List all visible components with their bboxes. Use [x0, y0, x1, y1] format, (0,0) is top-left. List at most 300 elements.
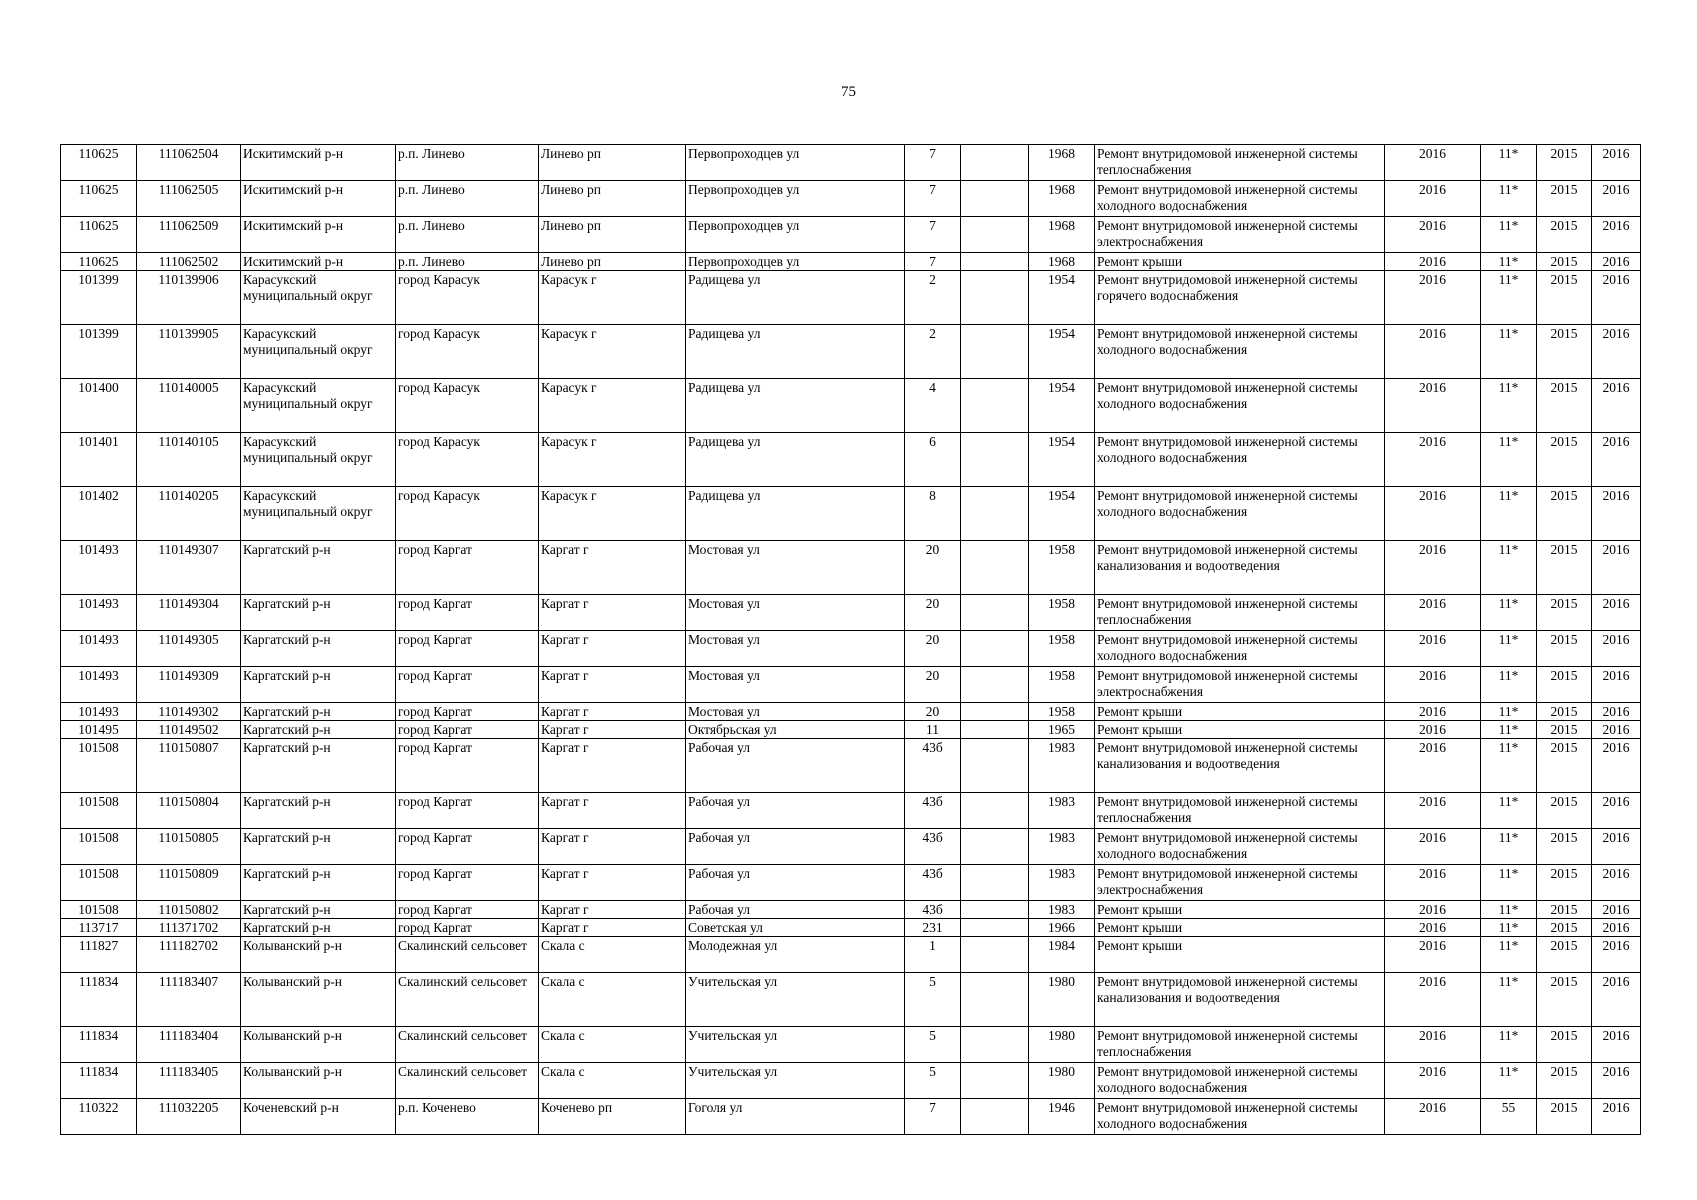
- cell-district: Карасукский муниципальный округ: [241, 433, 396, 487]
- cell-house-id: 101508: [61, 739, 137, 793]
- table-row: [61, 145, 1641, 181]
- cell-district: Колыванский р-н: [241, 1063, 396, 1099]
- cell-house-number: 1: [905, 937, 961, 973]
- cell-period-end: 2016: [1592, 901, 1641, 919]
- cell-street: Радищева ул: [686, 325, 905, 379]
- table-row: [61, 1099, 1641, 1135]
- cell-municipality: город Каргат: [396, 703, 539, 721]
- cell-house-number: 7: [905, 181, 961, 217]
- cell-municipality: р.п. Коченево: [396, 1099, 539, 1135]
- table-row: [61, 271, 1641, 325]
- cell-district: Каргатский р-н: [241, 919, 396, 937]
- cell-year-built: 1968: [1029, 253, 1095, 271]
- cell-period-end: 2016: [1592, 1027, 1641, 1063]
- cell-work-id: 110139906: [137, 271, 241, 325]
- cell-house-id: 111827: [61, 937, 137, 973]
- cell-period-start: 2015: [1537, 901, 1592, 919]
- cell-year-built: 1954: [1029, 325, 1095, 379]
- cell-district: Искитимский р-н: [241, 145, 396, 181]
- cell-planned-year: 2016: [1385, 973, 1481, 1027]
- cell-house-number: 43б: [905, 901, 961, 919]
- cell-period-start: 2015: [1537, 1063, 1592, 1099]
- cell-planned-year: 2016: [1385, 433, 1481, 487]
- cell-work-type: Ремонт внутридомовой инженерной системы электроснабжения: [1095, 667, 1385, 703]
- cell-building: [961, 595, 1029, 631]
- cell-period-end: 2016: [1592, 739, 1641, 793]
- cell-work-type: Ремонт крыши: [1095, 901, 1385, 919]
- cell-code: 11*: [1481, 325, 1537, 379]
- cell-house-id: 101508: [61, 865, 137, 901]
- cell-building: [961, 1027, 1029, 1063]
- cell-period-end: 2016: [1592, 937, 1641, 973]
- cell-period-end: 2016: [1592, 973, 1641, 1027]
- cell-year-built: 1983: [1029, 829, 1095, 865]
- cell-code: 11*: [1481, 217, 1537, 253]
- cell-settlement: Каргат г: [539, 667, 686, 703]
- cell-planned-year: 2016: [1385, 1027, 1481, 1063]
- cell-planned-year: 2016: [1385, 217, 1481, 253]
- cell-period-start: 2015: [1537, 1027, 1592, 1063]
- cell-settlement: Каргат г: [539, 721, 686, 739]
- cell-street: Радищева ул: [686, 433, 905, 487]
- cell-building: [961, 901, 1029, 919]
- cell-district: Колыванский р-н: [241, 973, 396, 1027]
- cell-street: Советская ул: [686, 919, 905, 937]
- cell-building: [961, 721, 1029, 739]
- table-row: [61, 667, 1641, 703]
- cell-year-built: 1968: [1029, 217, 1095, 253]
- cell-period-end: 2016: [1592, 145, 1641, 181]
- cell-house-number: 11: [905, 721, 961, 739]
- cell-work-type: Ремонт крыши: [1095, 703, 1385, 721]
- cell-street: Учительская ул: [686, 1027, 905, 1063]
- cell-settlement: Скала с: [539, 973, 686, 1027]
- cell-street: Мостовая ул: [686, 541, 905, 595]
- cell-code: 55: [1481, 1099, 1537, 1135]
- cell-building: [961, 865, 1029, 901]
- cell-house-id: 110625: [61, 253, 137, 271]
- cell-building: [961, 829, 1029, 865]
- cell-code: 11*: [1481, 739, 1537, 793]
- cell-municipality: город Каргат: [396, 595, 539, 631]
- cell-work-id: 110149302: [137, 703, 241, 721]
- cell-planned-year: 2016: [1385, 829, 1481, 865]
- cell-municipality: город Каргат: [396, 793, 539, 829]
- cell-house-id: 111834: [61, 1027, 137, 1063]
- cell-code: 11*: [1481, 379, 1537, 433]
- cell-house-id: 101402: [61, 487, 137, 541]
- cell-period-start: 2015: [1537, 1099, 1592, 1135]
- cell-house-id: 110322: [61, 1099, 137, 1135]
- cell-code: 11*: [1481, 433, 1537, 487]
- cell-code: 11*: [1481, 1027, 1537, 1063]
- cell-period-end: 2016: [1592, 541, 1641, 595]
- cell-year-built: 1983: [1029, 739, 1095, 793]
- cell-house-number: 20: [905, 595, 961, 631]
- cell-municipality: р.п. Линево: [396, 253, 539, 271]
- cell-work-id: 111183405: [137, 1063, 241, 1099]
- cell-work-type: Ремонт внутридомовой инженерной системы холодного водоснабжения: [1095, 433, 1385, 487]
- cell-district: Искитимский р-н: [241, 217, 396, 253]
- cell-settlement: Каргат г: [539, 793, 686, 829]
- cell-house-id: 110625: [61, 145, 137, 181]
- cell-year-built: 1968: [1029, 145, 1095, 181]
- cell-period-start: 2015: [1537, 721, 1592, 739]
- cell-house-id: 101493: [61, 541, 137, 595]
- cell-street: Молодежная ул: [686, 937, 905, 973]
- table-row: [61, 829, 1641, 865]
- table-row: [61, 217, 1641, 253]
- cell-house-number: 231: [905, 919, 961, 937]
- cell-work-id: 110150805: [137, 829, 241, 865]
- cell-house-id: 101493: [61, 667, 137, 703]
- cell-planned-year: 2016: [1385, 181, 1481, 217]
- cell-planned-year: 2016: [1385, 145, 1481, 181]
- cell-settlement: Каргат г: [539, 919, 686, 937]
- cell-year-built: 1946: [1029, 1099, 1095, 1135]
- cell-work-id: 111062505: [137, 181, 241, 217]
- cell-work-id: 110149502: [137, 721, 241, 739]
- cell-planned-year: 2016: [1385, 253, 1481, 271]
- cell-settlement: Карасук г: [539, 325, 686, 379]
- cell-settlement: Карасук г: [539, 271, 686, 325]
- cell-district: Карасукский муниципальный округ: [241, 325, 396, 379]
- cell-period-end: 2016: [1592, 253, 1641, 271]
- cell-code: 11*: [1481, 829, 1537, 865]
- cell-street: Учительская ул: [686, 973, 905, 1027]
- cell-year-built: 1980: [1029, 1063, 1095, 1099]
- cell-house-number: 20: [905, 703, 961, 721]
- cell-work-type: Ремонт внутридомовой инженерной системы холодного водоснабжения: [1095, 181, 1385, 217]
- cell-district: Каргатский р-н: [241, 703, 396, 721]
- cell-work-type: Ремонт внутридомовой инженерной системы теплоснабжения: [1095, 595, 1385, 631]
- cell-street: Мостовая ул: [686, 631, 905, 667]
- cell-work-id: 111183407: [137, 973, 241, 1027]
- cell-planned-year: 2016: [1385, 721, 1481, 739]
- cell-work-type: Ремонт внутридомовой инженерной системы горячего водоснабжения: [1095, 271, 1385, 325]
- cell-building: [961, 919, 1029, 937]
- cell-code: 11*: [1481, 901, 1537, 919]
- cell-work-type: Ремонт внутридомовой инженерной системы теплоснабжения: [1095, 1027, 1385, 1063]
- cell-house-number: 4: [905, 379, 961, 433]
- cell-work-id: 110140205: [137, 487, 241, 541]
- cell-district: Каргатский р-н: [241, 721, 396, 739]
- cell-building: [961, 487, 1029, 541]
- cell-planned-year: 2016: [1385, 865, 1481, 901]
- cell-work-type: Ремонт крыши: [1095, 253, 1385, 271]
- cell-municipality: город Каргат: [396, 739, 539, 793]
- cell-house-id: 110625: [61, 181, 137, 217]
- table-row: [61, 379, 1641, 433]
- cell-work-id: 110150807: [137, 739, 241, 793]
- cell-house-number: 43б: [905, 829, 961, 865]
- cell-planned-year: 2016: [1385, 739, 1481, 793]
- cell-year-built: 1965: [1029, 721, 1095, 739]
- cell-code: 11*: [1481, 703, 1537, 721]
- cell-house-number: 5: [905, 1063, 961, 1099]
- cell-house-number: 8: [905, 487, 961, 541]
- cell-period-start: 2015: [1537, 253, 1592, 271]
- cell-municipality: город Карасук: [396, 325, 539, 379]
- cell-district: Каргатский р-н: [241, 667, 396, 703]
- cell-planned-year: 2016: [1385, 271, 1481, 325]
- cell-code: 11*: [1481, 181, 1537, 217]
- cell-planned-year: 2016: [1385, 1063, 1481, 1099]
- cell-period-start: 2015: [1537, 703, 1592, 721]
- cell-work-id: 111032205: [137, 1099, 241, 1135]
- cell-house-number: 5: [905, 1027, 961, 1063]
- cell-period-start: 2015: [1537, 595, 1592, 631]
- cell-house-id: 101493: [61, 595, 137, 631]
- cell-house-id: 101508: [61, 901, 137, 919]
- cell-building: [961, 271, 1029, 325]
- cell-settlement: Карасук г: [539, 433, 686, 487]
- cell-house-number: 7: [905, 145, 961, 181]
- cell-municipality: р.п. Линево: [396, 181, 539, 217]
- cell-period-end: 2016: [1592, 217, 1641, 253]
- cell-work-type: Ремонт внутридомовой инженерной системы холодного водоснабжения: [1095, 379, 1385, 433]
- cell-work-type: Ремонт внутридомовой инженерной системы холодного водоснабжения: [1095, 487, 1385, 541]
- cell-period-end: 2016: [1592, 325, 1641, 379]
- cell-building: [961, 541, 1029, 595]
- cell-work-type: Ремонт крыши: [1095, 919, 1385, 937]
- cell-period-start: 2015: [1537, 865, 1592, 901]
- cell-planned-year: 2016: [1385, 487, 1481, 541]
- cell-street: Первопроходцев ул: [686, 145, 905, 181]
- cell-period-start: 2015: [1537, 271, 1592, 325]
- cell-building: [961, 1099, 1029, 1135]
- table-row: [61, 631, 1641, 667]
- cell-planned-year: 2016: [1385, 901, 1481, 919]
- cell-building: [961, 433, 1029, 487]
- cell-municipality: город Карасук: [396, 271, 539, 325]
- cell-planned-year: 2016: [1385, 325, 1481, 379]
- cell-house-id: 101399: [61, 325, 137, 379]
- table-row: [61, 181, 1641, 217]
- cell-district: Каргатский р-н: [241, 739, 396, 793]
- cell-work-type: Ремонт внутридомовой инженерной системы холодного водоснабжения: [1095, 325, 1385, 379]
- cell-code: 11*: [1481, 253, 1537, 271]
- cell-house-number: 5: [905, 973, 961, 1027]
- cell-work-id: 111183404: [137, 1027, 241, 1063]
- cell-municipality: город Каргат: [396, 721, 539, 739]
- cell-building: [961, 631, 1029, 667]
- cell-code: 11*: [1481, 973, 1537, 1027]
- cell-street: Мостовая ул: [686, 595, 905, 631]
- cell-district: Колыванский р-н: [241, 1027, 396, 1063]
- cell-house-number: 7: [905, 253, 961, 271]
- table-row: [61, 793, 1641, 829]
- cell-settlement: Коченево рп: [539, 1099, 686, 1135]
- cell-district: Карасукский муниципальный округ: [241, 379, 396, 433]
- cell-municipality: город Каргат: [396, 667, 539, 703]
- cell-period-end: 2016: [1592, 1099, 1641, 1135]
- cell-code: 11*: [1481, 919, 1537, 937]
- cell-planned-year: 2016: [1385, 1099, 1481, 1135]
- cell-year-built: 1958: [1029, 631, 1095, 667]
- cell-district: Колыванский р-н: [241, 937, 396, 973]
- cell-period-start: 2015: [1537, 631, 1592, 667]
- cell-work-type: Ремонт внутридомовой инженерной системы холодного водоснабжения: [1095, 1063, 1385, 1099]
- cell-code: 11*: [1481, 667, 1537, 703]
- cell-street: Рабочая ул: [686, 901, 905, 919]
- cell-district: Коченевский р-н: [241, 1099, 396, 1135]
- cell-settlement: Карасук г: [539, 487, 686, 541]
- cell-house-id: 101400: [61, 379, 137, 433]
- table-row: [61, 721, 1641, 739]
- cell-settlement: Линево рп: [539, 145, 686, 181]
- cell-work-id: 110150804: [137, 793, 241, 829]
- cell-period-end: 2016: [1592, 595, 1641, 631]
- cell-period-end: 2016: [1592, 865, 1641, 901]
- cell-settlement: Скала с: [539, 937, 686, 973]
- table-row: [61, 541, 1641, 595]
- cell-district: Каргатский р-н: [241, 829, 396, 865]
- cell-house-id: 101493: [61, 703, 137, 721]
- cell-building: [961, 793, 1029, 829]
- cell-work-type: Ремонт внутридомовой инженерной системы холодного водоснабжения: [1095, 1099, 1385, 1135]
- cell-period-end: 2016: [1592, 181, 1641, 217]
- cell-work-type: Ремонт внутридомовой инженерной системы теплоснабжения: [1095, 793, 1385, 829]
- cell-year-built: 1968: [1029, 181, 1095, 217]
- table-row: [61, 487, 1641, 541]
- cell-settlement: Каргат г: [539, 631, 686, 667]
- cell-year-built: 1954: [1029, 487, 1095, 541]
- cell-planned-year: 2016: [1385, 937, 1481, 973]
- cell-street: Первопроходцев ул: [686, 217, 905, 253]
- cell-municipality: город Карасук: [396, 487, 539, 541]
- cell-period-end: 2016: [1592, 667, 1641, 703]
- cell-district: Каргатский р-н: [241, 595, 396, 631]
- cell-work-id: 110149307: [137, 541, 241, 595]
- cell-settlement: Карасук г: [539, 379, 686, 433]
- cell-period-start: 2015: [1537, 217, 1592, 253]
- cell-house-number: 7: [905, 1099, 961, 1135]
- cell-code: 11*: [1481, 1063, 1537, 1099]
- cell-planned-year: 2016: [1385, 793, 1481, 829]
- cell-house-id: 101508: [61, 829, 137, 865]
- cell-work-type: Ремонт внутридомовой инженерной системы холодного водоснабжения: [1095, 631, 1385, 667]
- cell-municipality: город Каргат: [396, 829, 539, 865]
- cell-house-id: 101399: [61, 271, 137, 325]
- cell-settlement: Линево рп: [539, 253, 686, 271]
- cell-house-number: 20: [905, 541, 961, 595]
- cell-municipality: Скалинский сельсовет: [396, 1063, 539, 1099]
- cell-house-number: 43б: [905, 793, 961, 829]
- cell-street: Радищева ул: [686, 379, 905, 433]
- cell-municipality: Скалинский сельсовет: [396, 1027, 539, 1063]
- cell-period-end: 2016: [1592, 271, 1641, 325]
- cell-settlement: Скала с: [539, 1063, 686, 1099]
- cell-district: Карасукский муниципальный округ: [241, 487, 396, 541]
- cell-work-id: 110149305: [137, 631, 241, 667]
- cell-district: Каргатский р-н: [241, 901, 396, 919]
- cell-work-type: Ремонт крыши: [1095, 937, 1385, 973]
- cell-period-start: 2015: [1537, 829, 1592, 865]
- cell-building: [961, 181, 1029, 217]
- cell-period-end: 2016: [1592, 721, 1641, 739]
- table-row: [61, 973, 1641, 1027]
- cell-municipality: р.п. Линево: [396, 145, 539, 181]
- table-row: [61, 595, 1641, 631]
- cell-period-end: 2016: [1592, 487, 1641, 541]
- cell-work-id: 111062504: [137, 145, 241, 181]
- cell-year-built: 1958: [1029, 595, 1095, 631]
- cell-house-number: 20: [905, 631, 961, 667]
- cell-work-type: Ремонт внутридомовой инженерной системы теплоснабжения: [1095, 145, 1385, 181]
- cell-year-built: 1966: [1029, 919, 1095, 937]
- cell-settlement: Каргат г: [539, 739, 686, 793]
- cell-year-built: 1954: [1029, 271, 1095, 325]
- cell-work-type: Ремонт крыши: [1095, 721, 1385, 739]
- cell-building: [961, 667, 1029, 703]
- cell-building: [961, 703, 1029, 721]
- cell-period-end: 2016: [1592, 919, 1641, 937]
- cell-building: [961, 937, 1029, 973]
- cell-building: [961, 739, 1029, 793]
- cell-period-start: 2015: [1537, 973, 1592, 1027]
- cell-code: 11*: [1481, 271, 1537, 325]
- cell-house-number: 2: [905, 271, 961, 325]
- cell-work-id: 110149304: [137, 595, 241, 631]
- cell-work-id: 111062502: [137, 253, 241, 271]
- cell-year-built: 1983: [1029, 793, 1095, 829]
- cell-work-id: 110140105: [137, 433, 241, 487]
- cell-house-number: 2: [905, 325, 961, 379]
- cell-settlement: Каргат г: [539, 901, 686, 919]
- cell-work-id: 111062509: [137, 217, 241, 253]
- cell-planned-year: 2016: [1385, 595, 1481, 631]
- cell-street: Радищева ул: [686, 487, 905, 541]
- cell-work-id: 110139905: [137, 325, 241, 379]
- cell-period-start: 2015: [1537, 379, 1592, 433]
- cell-municipality: р.п. Линево: [396, 217, 539, 253]
- cell-building: [961, 217, 1029, 253]
- cell-municipality: город Каргат: [396, 901, 539, 919]
- cell-street: Мостовая ул: [686, 703, 905, 721]
- table-row: [61, 901, 1641, 919]
- cell-settlement: Каргат г: [539, 829, 686, 865]
- cell-street: Рабочая ул: [686, 739, 905, 793]
- cell-planned-year: 2016: [1385, 703, 1481, 721]
- cell-street: Мостовая ул: [686, 667, 905, 703]
- page-number: 75: [841, 84, 856, 100]
- cell-period-end: 2016: [1592, 829, 1641, 865]
- cell-municipality: город Карасук: [396, 379, 539, 433]
- cell-district: Каргатский р-н: [241, 793, 396, 829]
- cell-period-start: 2015: [1537, 541, 1592, 595]
- cell-work-type: Ремонт внутридомовой инженерной системы канализования и водоотведения: [1095, 739, 1385, 793]
- table-row: [61, 937, 1641, 973]
- cell-house-number: 7: [905, 217, 961, 253]
- cell-house-id: 101401: [61, 433, 137, 487]
- cell-code: 11*: [1481, 937, 1537, 973]
- cell-house-number: 43б: [905, 865, 961, 901]
- cell-district: Искитимский р-н: [241, 181, 396, 217]
- table-row: [61, 433, 1641, 487]
- cell-street: Радищева ул: [686, 271, 905, 325]
- cell-settlement: Линево рп: [539, 217, 686, 253]
- cell-period-start: 2015: [1537, 433, 1592, 487]
- cell-code: 11*: [1481, 541, 1537, 595]
- cell-period-start: 2015: [1537, 325, 1592, 379]
- cell-code: 11*: [1481, 631, 1537, 667]
- cell-street: Учительская ул: [686, 1063, 905, 1099]
- cell-house-number: 43б: [905, 739, 961, 793]
- cell-year-built: 1958: [1029, 703, 1095, 721]
- table-row: [61, 1027, 1641, 1063]
- cell-period-start: 2015: [1537, 937, 1592, 973]
